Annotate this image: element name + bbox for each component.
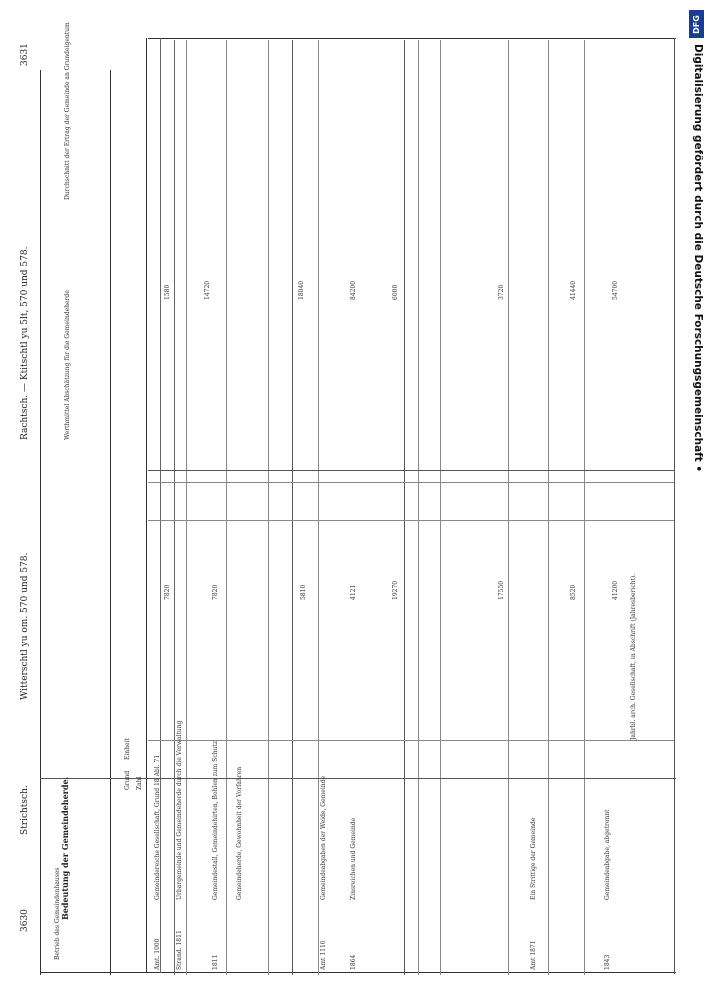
mid-value: 41200 <box>612 580 619 600</box>
dfg-banner-text: Digitalisierung gefördert durch die Deutsche Forschungsgemeinschaft • <box>692 44 704 473</box>
column-header-betrieb: Betrieb des Gemeindenhauses <box>54 867 61 960</box>
table-rule <box>226 40 227 975</box>
row-id: Amt 1871 <box>530 940 537 970</box>
row-id: Strand. 1811 <box>176 930 183 970</box>
table-rule <box>110 70 111 975</box>
right-header-title: Rachtsch. — Ktitschtl yu 5lt, 570 und 578. <box>20 246 30 440</box>
table-rule <box>40 70 41 975</box>
table-rule <box>508 40 509 975</box>
row-desc: Urbargemeinde und Gemeindeherde durch die Verwaltung <box>176 720 183 900</box>
row-desc: Ein Strittige der Gemeinde <box>530 817 537 900</box>
bottom-rule <box>40 972 676 973</box>
left-header-title: Strichtsch. <box>20 785 30 835</box>
right-value: 41440 <box>570 280 577 300</box>
row-id: Amt 1110 <box>320 940 327 970</box>
row-id: 1811 <box>212 954 219 970</box>
row-id: 1843 <box>604 954 611 970</box>
table-rule <box>674 38 675 974</box>
column-header-zahl: Zahl <box>136 776 143 790</box>
right-value: 14720 <box>204 280 211 300</box>
top-rule <box>148 38 676 39</box>
right-value: 18040 <box>298 280 305 300</box>
mid-value: 4121 <box>350 584 357 600</box>
right-value: 54700 <box>612 280 619 300</box>
footnote: Jahrbl. arch. Gesellschaft, in Abschrift (Jahresbericht). <box>630 573 637 740</box>
left-page-number: 3630 <box>20 909 30 932</box>
table-rule <box>146 38 147 973</box>
mid-value: 17550 <box>498 580 505 600</box>
dfg-logo: DFG <box>689 10 704 38</box>
section-rule <box>148 740 674 741</box>
row-desc: Gemeindeabgabe, abgetrennt <box>604 809 611 900</box>
mid-value: 7820 <box>164 584 171 600</box>
right-value: 84200 <box>350 280 357 300</box>
column-header-einheit: Einheit <box>124 738 131 760</box>
table-rule <box>186 40 187 975</box>
mid-value: 19270 <box>392 580 399 600</box>
table-rule <box>418 40 419 975</box>
table-rule <box>440 40 441 975</box>
row-desc: Gemeindereiche Gesellschaft, Grund 18 Abl. 71 <box>154 754 161 900</box>
section-rule <box>148 470 674 471</box>
row-desc: Zinsreichen und Gemeinde <box>350 817 357 900</box>
section-rule <box>148 482 674 483</box>
section-rule <box>148 520 674 521</box>
right-value: 1580 <box>164 284 171 300</box>
right-value: 3720 <box>498 284 505 300</box>
column-header-grund: Grund <box>124 770 131 790</box>
row-desc: Gemeindeabgaben der Weide, Gemeinde <box>320 775 327 900</box>
table-rule <box>174 40 175 975</box>
table-rule <box>584 40 585 975</box>
right-value: 6000 <box>392 284 399 300</box>
table-rule <box>404 40 405 975</box>
table-rule <box>318 40 319 975</box>
table-rule <box>292 40 293 975</box>
mid-group-title: Werthmittel Abschätzung für die Gemeindeherde <box>64 290 71 440</box>
table-rule <box>268 40 269 975</box>
row-desc: Gemeindestall, Gemeindehirten, Bohlen zum Schutz <box>212 740 219 900</box>
row-id: Amt. 1000 <box>154 938 161 970</box>
row-desc: Gemeindeherde, Gewohnheit der Vorfahren <box>236 766 243 900</box>
right-group-title: Durchschnitt der Ertrag der Gemeinde an Grundeigentum <box>64 22 71 200</box>
right-page-number: 3631 <box>20 43 30 66</box>
left-header-subtitle: Witterschtl yu om. 570 und 578. <box>20 552 30 700</box>
table-rule <box>548 40 549 975</box>
mid-value: 7820 <box>212 584 219 600</box>
row-id: 1864 <box>350 954 357 970</box>
mid-value: 5810 <box>300 584 307 600</box>
mid-value: 8520 <box>570 584 577 600</box>
column-title: Bedeutung der Gemeindeherde. <box>60 776 70 920</box>
